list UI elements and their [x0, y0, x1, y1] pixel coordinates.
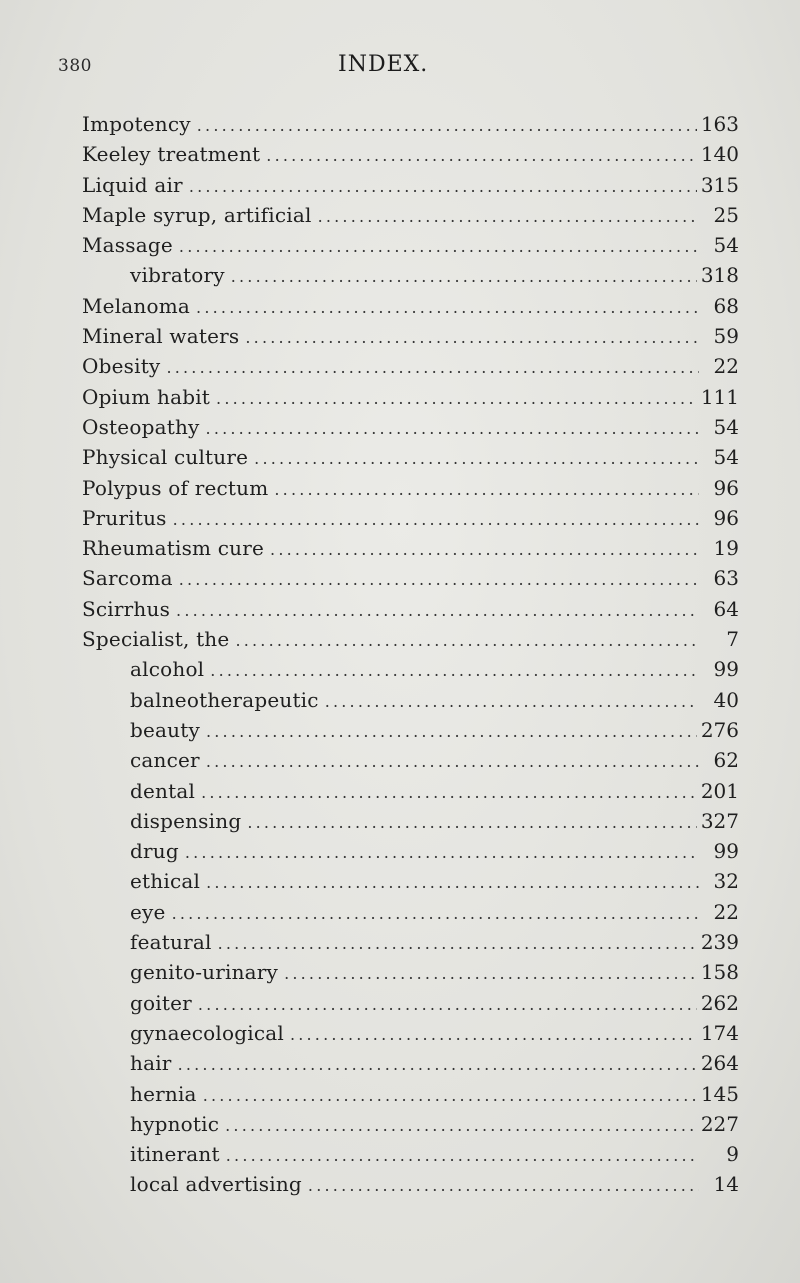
dot-leader — [218, 929, 697, 959]
index-subentry — [82, 1079, 739, 1109]
index-subentry — [82, 260, 739, 290]
dot-leader — [179, 565, 699, 595]
entry-page-number: 64 — [713, 596, 739, 621]
entry-page-number: 158 — [700, 960, 739, 985]
dot-leader — [266, 141, 697, 171]
index-subentry — [82, 897, 739, 927]
dot-leader — [172, 899, 699, 929]
entry-page-number: 174 — [700, 1020, 739, 1045]
dot-leader — [231, 262, 697, 292]
index-subentry — [82, 1048, 739, 1078]
entry-term: dental — [130, 778, 196, 803]
entry-term: itinerant — [130, 1142, 220, 1167]
dot-leader — [178, 1050, 697, 1080]
dot-leader — [290, 1020, 697, 1050]
entry-term: Mineral waters — [82, 324, 240, 349]
entry-page-number: 227 — [700, 1111, 739, 1136]
entry-term: ethical — [130, 869, 201, 894]
dot-leader — [318, 202, 699, 232]
index-entry — [82, 382, 739, 412]
entry-page-number: 96 — [713, 475, 739, 500]
dot-leader — [201, 778, 697, 808]
index-subentry — [82, 1018, 739, 1048]
entry-term: goiter — [130, 990, 192, 1015]
entry-page-number: 315 — [700, 172, 739, 197]
dot-leader — [189, 172, 697, 202]
entry-term: Physical culture — [82, 445, 249, 470]
entry-term: Obesity — [82, 354, 161, 379]
entry-term: vibratory — [130, 263, 225, 288]
index-entry — [82, 533, 739, 563]
entry-page-number: 19 — [713, 536, 739, 561]
entry-page-number: 239 — [700, 930, 739, 955]
dot-leader — [198, 990, 697, 1020]
entry-term: Rheumatism cure — [82, 536, 265, 561]
dot-leader — [235, 626, 699, 656]
dot-leader — [225, 1111, 697, 1141]
entry-page-number: 327 — [700, 808, 739, 833]
index-subentry — [82, 745, 739, 775]
entry-term: Massage — [82, 233, 173, 258]
index-subentry — [82, 715, 739, 745]
dot-leader — [245, 323, 699, 353]
dot-leader — [284, 959, 697, 989]
entry-term: featural — [130, 930, 212, 955]
entry-term: balneotherapeutic — [130, 687, 319, 712]
dot-leader — [270, 535, 699, 565]
entry-page-number: 22 — [713, 899, 739, 924]
entry-term: hair — [130, 1051, 172, 1076]
entry-term: local advertising — [130, 1172, 302, 1197]
index-entry-list — [82, 109, 739, 1200]
page-title: INDEX. — [338, 52, 429, 77]
dot-leader — [254, 444, 699, 474]
dot-leader — [166, 353, 699, 383]
entry-term: Melanoma — [82, 293, 191, 318]
index-subentry — [82, 836, 739, 866]
index-entry — [82, 139, 739, 169]
page-header — [0, 52, 800, 86]
index-entry — [82, 624, 739, 654]
entry-page-number: 63 — [713, 566, 739, 591]
entry-term: Osteopathy — [82, 414, 200, 439]
entry-page-number: 276 — [700, 717, 739, 742]
dot-leader — [226, 1141, 699, 1171]
entry-page-number: 14 — [713, 1172, 739, 1197]
entry-page-number: 54 — [713, 233, 739, 258]
dot-leader — [196, 293, 699, 323]
entry-term: Scirrhus — [82, 596, 171, 621]
entry-term: cancer — [130, 748, 200, 773]
entry-term: gynaecological — [130, 1020, 284, 1045]
index-subentry — [82, 806, 739, 836]
entry-term: hernia — [130, 1081, 197, 1106]
index-subentry — [82, 866, 739, 896]
entry-term: Polypus of rectum — [82, 475, 269, 500]
index-subentry — [82, 1139, 739, 1169]
dot-leader — [210, 656, 699, 686]
entry-page-number: 7 — [726, 627, 739, 652]
entry-term: beauty — [130, 717, 200, 742]
entry-page-number: 262 — [700, 990, 739, 1015]
index-entry — [82, 442, 739, 472]
dot-leader — [216, 384, 697, 414]
dot-leader — [185, 838, 699, 868]
dot-leader — [179, 232, 699, 262]
index-subentry — [82, 1169, 739, 1199]
entry-term: alcohol — [130, 657, 205, 682]
entry-page-number: 9 — [726, 1142, 739, 1167]
index-entry — [82, 594, 739, 624]
entry-page-number: 99 — [713, 839, 739, 864]
dot-leader — [203, 1081, 697, 1111]
index-subentry — [82, 927, 739, 957]
entry-page-number: 59 — [713, 324, 739, 349]
index-subentry — [82, 1109, 739, 1139]
page-number: 380 — [58, 56, 92, 76]
entry-term: Opium habit — [82, 384, 211, 409]
dot-leader — [197, 111, 697, 141]
entry-term: Maple syrup, artificial — [82, 202, 312, 227]
entry-page-number: 264 — [700, 1051, 739, 1076]
dot-leader — [247, 808, 696, 838]
entry-page-number: 145 — [700, 1081, 739, 1106]
index-subentry — [82, 776, 739, 806]
dot-leader — [206, 747, 699, 777]
index-entry — [82, 170, 739, 200]
entry-page-number: 25 — [713, 202, 739, 227]
entry-term: Keeley treatment — [82, 142, 261, 167]
index-entry — [82, 351, 739, 381]
dot-leader — [308, 1171, 699, 1201]
entry-page-number: 54 — [713, 445, 739, 470]
index-entry — [82, 200, 739, 230]
entry-page-number: 68 — [713, 293, 739, 318]
entry-term: Pruritus — [82, 505, 167, 530]
dot-leader — [206, 414, 699, 444]
entry-term: drug — [130, 839, 179, 864]
dot-leader — [206, 717, 697, 747]
index-entry — [82, 291, 739, 321]
entry-page-number: 201 — [700, 778, 739, 803]
entry-term: Specialist, the — [82, 627, 230, 652]
index-entry — [82, 321, 739, 351]
dot-leader — [176, 596, 699, 626]
entry-page-number: 32 — [713, 869, 739, 894]
index-subentry — [82, 654, 739, 684]
entry-page-number: 40 — [713, 687, 739, 712]
index-subentry — [82, 988, 739, 1018]
dot-leader — [206, 868, 699, 898]
entry-page-number: 54 — [713, 414, 739, 439]
dot-leader — [325, 687, 699, 717]
index-entry — [82, 473, 739, 503]
entry-page-number: 111 — [700, 384, 739, 409]
index-entry — [82, 109, 739, 139]
entry-page-number: 140 — [700, 142, 739, 167]
entry-page-number: 99 — [713, 657, 739, 682]
entry-term: eye — [130, 899, 166, 924]
entry-page-number: 318 — [700, 263, 739, 288]
entry-page-number: 96 — [713, 505, 739, 530]
entry-term: genito-urinary — [130, 960, 279, 985]
entry-term: Impotency — [82, 112, 191, 136]
index-subentry — [82, 685, 739, 715]
index-subentry — [82, 957, 739, 987]
entry-term: Sarcoma — [82, 566, 173, 591]
index-entry — [82, 503, 739, 533]
entry-page-number: 22 — [713, 354, 739, 379]
index-entry — [82, 563, 739, 593]
entry-term: dispensing — [130, 808, 242, 833]
dot-leader — [274, 475, 699, 505]
index-entry — [82, 230, 739, 260]
entry-term: hypnotic — [130, 1111, 220, 1136]
entry-page-number: 62 — [713, 748, 739, 773]
dot-leader — [173, 505, 699, 535]
index-entry — [82, 412, 739, 442]
entry-page-number: 163 — [700, 112, 739, 136]
entry-term: Liquid air — [82, 172, 183, 197]
